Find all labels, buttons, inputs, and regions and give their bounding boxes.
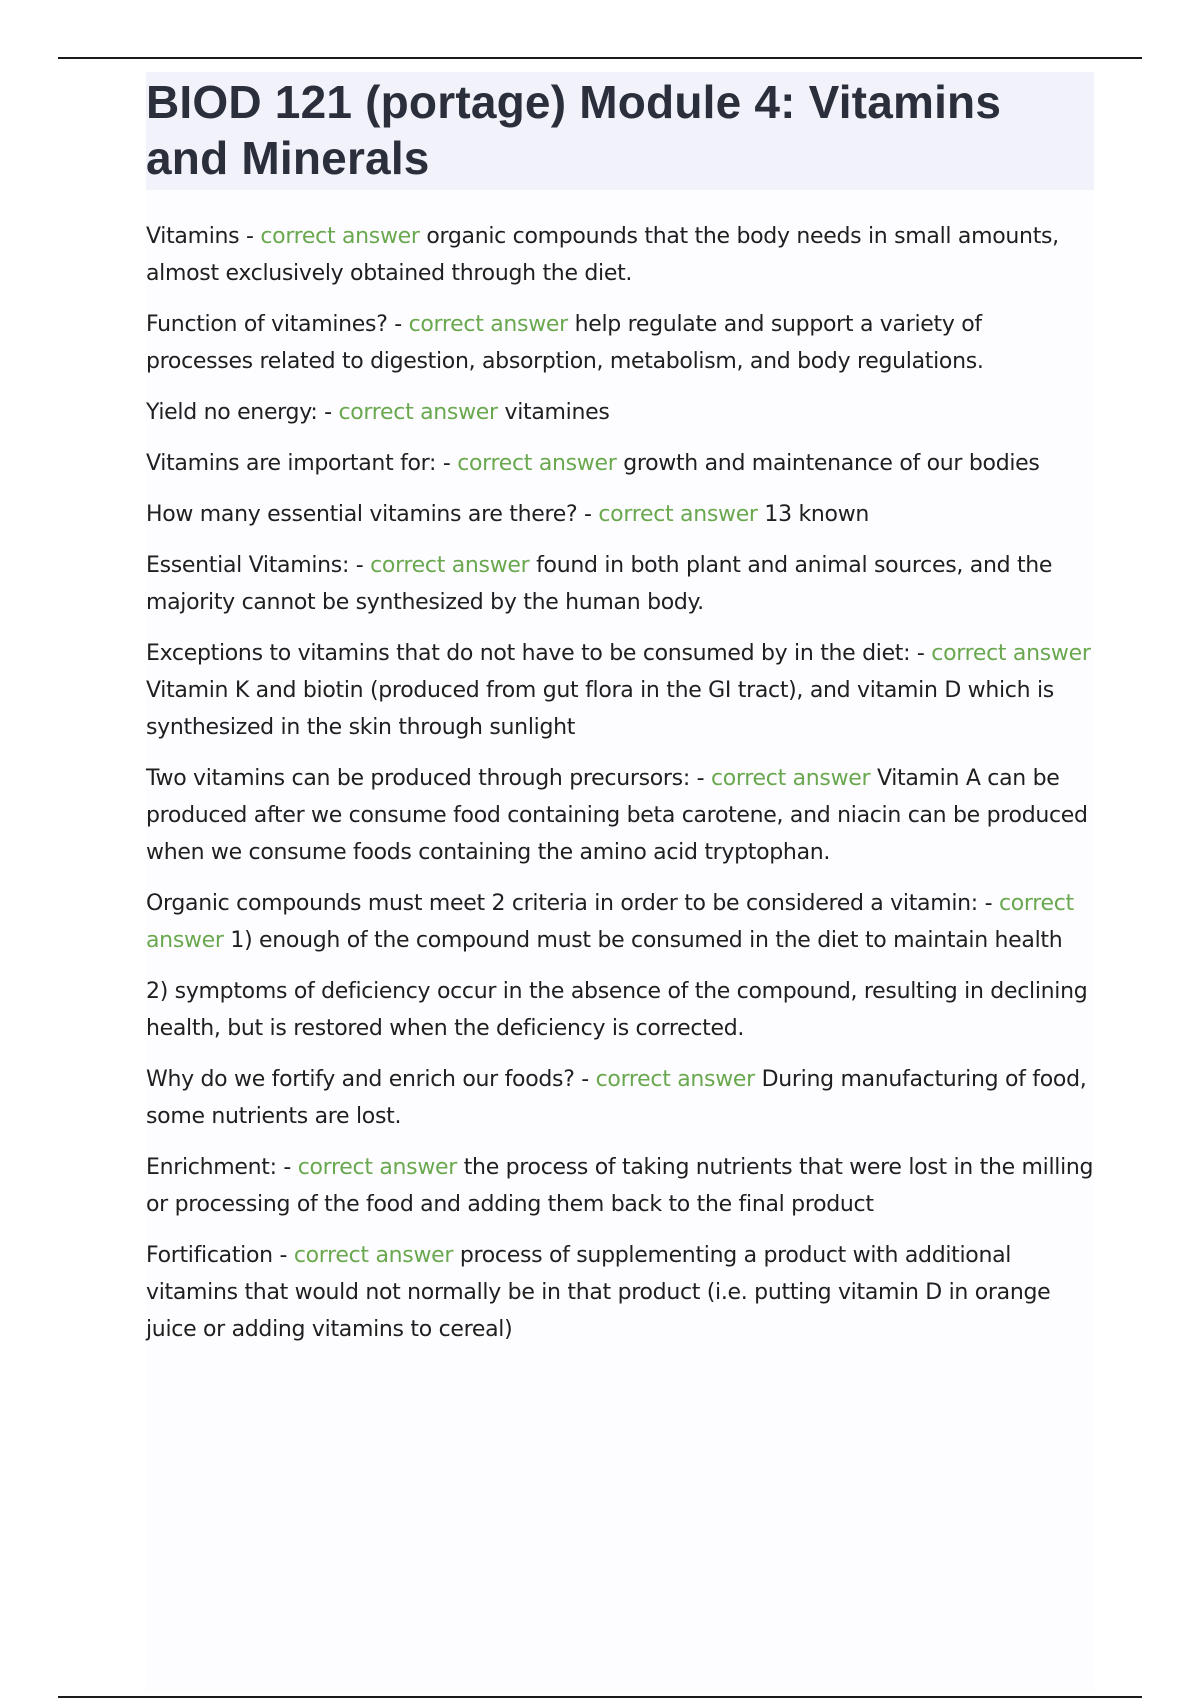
question-text: How many essential vitamins are there? - [146, 502, 599, 527]
answer-text: organic compounds that the body needs in small amounts, almost exclusively obtained through the diet. [146, 224, 1059, 286]
answer-tag: correct answer [598, 502, 758, 527]
answer-tag: correct answer [595, 1067, 755, 1092]
qa-item [146, 1061, 1094, 1135]
answer-text: growth and maintenance of our bodies [623, 451, 1040, 476]
answer-text: found in both plant and animal sources, and the majority cannot be synthesized by the human body. [146, 553, 1053, 615]
answer-text: process of supplementing a product with additional vitamins that would not normally be in that product (i.e. putting vitamin D in orange juice or adding vitamins to cereal) [146, 1243, 1051, 1342]
qa-item [146, 760, 1094, 871]
answer-tag: correct answer [457, 451, 617, 476]
question-text: Essential Vitamins: - [146, 553, 371, 578]
qa-item [146, 547, 1094, 621]
qa-item [146, 885, 1094, 959]
question-text: Enrichment: - [146, 1155, 298, 1180]
answer-text: 13 known [764, 502, 870, 527]
question-text: Two vitamins can be produced through precursors: - [146, 766, 711, 791]
qa-item [146, 1149, 1094, 1223]
answer-text: During manufacturing of food, some nutrients are lost. [146, 1067, 1087, 1129]
bottom-divider [58, 1696, 1142, 1698]
answer-tag: correct answer [293, 1243, 454, 1268]
top-divider [58, 57, 1142, 59]
answer-tag: correct answer [297, 1155, 458, 1180]
answer-text: Vitamin A can be produced after we consume food containing beta carotene, and niacin can be produced when we consume foods containing the amino acid tryptophan. [146, 766, 1088, 865]
qa-item [146, 445, 1094, 482]
answer-text: 1) enough of the compound must be consumed in the diet to maintain health [230, 928, 1063, 953]
answer-tag: correct answer [408, 312, 568, 337]
question-text: Fortification - [146, 1243, 294, 1268]
answer-tag: correct answer [338, 400, 498, 425]
answer-tag: correct answer [146, 891, 1074, 953]
question-text: Yield no energy: - [146, 400, 339, 425]
question-text: Function of vitamines? - [146, 312, 409, 337]
answer-tag: correct answer [710, 766, 871, 791]
continuation-paragraph: 2) symptoms of deficiency occur in the absence of the compound, resulting in declining health, but is restored when the deficiency is corrected. [146, 979, 1088, 1041]
question-text: Exceptions to vitamins that do not have to be consumed by in the diet: - [146, 641, 932, 666]
question-text: Vitamins - [146, 224, 261, 249]
title-block [146, 72, 1094, 190]
answer-tag: correct answer [370, 553, 530, 578]
document-title: BIOD 121 (portage) Module 4: Vitamins and Minerals [146, 76, 1002, 184]
qa-item [146, 218, 1094, 292]
answer-tag: correct answer [260, 224, 420, 249]
qa-item [146, 1237, 1094, 1348]
answer-text: the process of taking nutrients that were lost in the milling or processing of the food and adding them back to the final product [146, 1155, 1094, 1217]
answer-text: help regulate and support a variety of processes related to digestion, absorption, metabolism, and body regulations. [146, 312, 984, 374]
document-page [146, 72, 1094, 1692]
qa-item [146, 306, 1094, 380]
qa-item [146, 635, 1094, 746]
answer-tag: correct answer [931, 641, 1091, 666]
answer-text: vitamines [504, 400, 610, 425]
question-text: Organic compounds must meet 2 criteria in order to be considered a vitamin: - [146, 891, 999, 916]
question-text: Vitamins are important for: - [146, 451, 458, 476]
answer-text: Vitamin K and biotin (produced from gut flora in the GI tract), and vitamin D which is synthesized in the skin through sunlight [146, 678, 1054, 740]
qa-item [146, 496, 1094, 533]
question-text: Why do we fortify and enrich our foods? - [146, 1067, 596, 1092]
qa-item [146, 394, 1094, 431]
